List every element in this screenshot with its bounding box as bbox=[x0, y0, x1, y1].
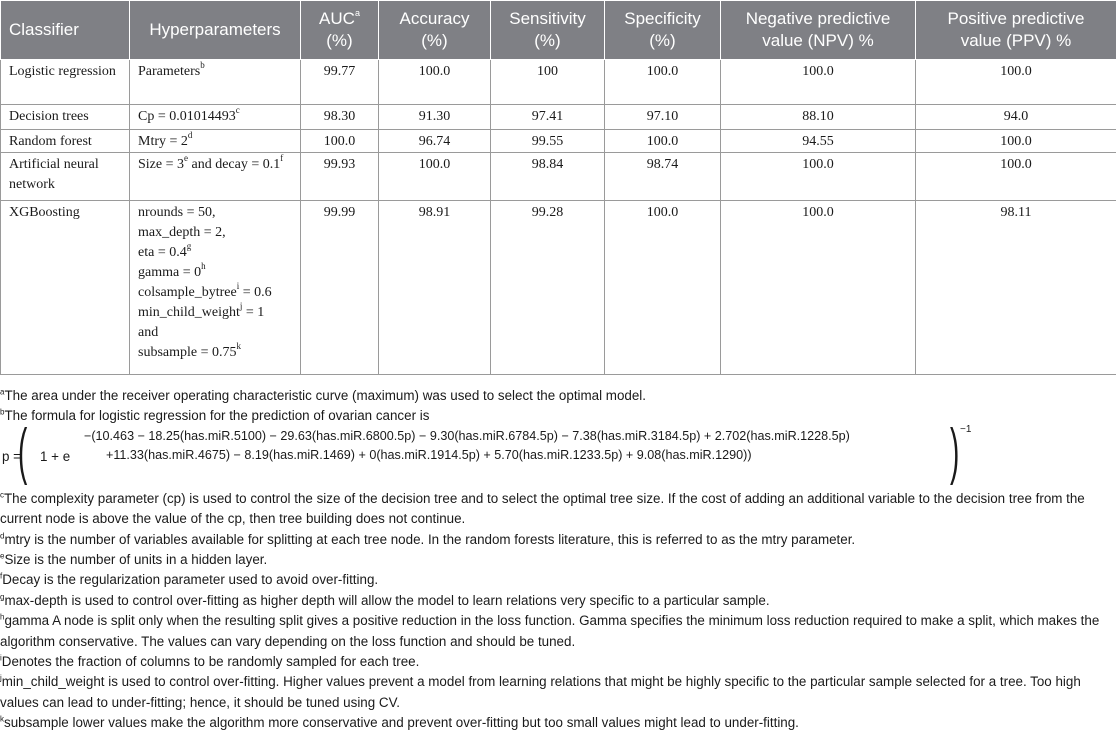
header-specificity-unit: (%) bbox=[649, 31, 676, 50]
footnote-mark: i bbox=[236, 281, 240, 292]
footnote-mark: d bbox=[187, 130, 193, 141]
hyper-text: max_depth = 2, bbox=[138, 225, 226, 240]
footnote-mark: b bbox=[200, 60, 205, 71]
formula-lhs: p = bbox=[2, 448, 21, 464]
header-classifier: Classifier bbox=[1, 1, 130, 60]
footnote-text: min_child_weight is used to control over-fitting. Higher values prevent a model from learning relations that might be highly specific to the particular sample selected for a tree. Too high values can lead to under-fitting; hence, it should be tuned using CV. bbox=[0, 674, 1081, 710]
cell-sensitivity: 99.28 bbox=[491, 201, 605, 375]
hyper-line bbox=[138, 343, 292, 363]
cell-classifier: Random forest bbox=[1, 130, 130, 153]
header-sensitivity-text: Sensitivity bbox=[509, 9, 586, 28]
cell-ppv: 100.0 bbox=[916, 130, 1116, 153]
cell-auc: 99.77 bbox=[301, 60, 379, 105]
footnote-text: max-depth is used to control over-fitting as higher depth will allow the model to learn relations very specific to a particular sample. bbox=[4, 592, 770, 608]
footnote-mark: a bbox=[0, 387, 5, 397]
formula-base: 1 + e bbox=[40, 448, 71, 464]
header-auc-unit: (%) bbox=[326, 31, 353, 50]
hyper-line bbox=[138, 223, 292, 243]
footnote-mark: h bbox=[201, 261, 206, 272]
table-row bbox=[1, 60, 1116, 105]
header-npv-text: Negative predictive bbox=[745, 9, 891, 28]
hyper-line bbox=[138, 263, 292, 283]
cell-accuracy: 100.0 bbox=[379, 153, 491, 201]
footnote-text: gamma A node is split only when the resulting split gives a positive reduction in the loss function. Gamma specifies the minimum loss reduction required to make a split, which makes the algorithm conservative. The values can vary depending on the loss function and should be tuned. bbox=[0, 613, 1100, 649]
hyper-text: Parameters bbox=[138, 64, 201, 79]
cell-sensitivity: 100 bbox=[491, 60, 605, 105]
header-ppv-unit: value (PPV) % bbox=[960, 31, 1072, 50]
cell-npv: 100.0 bbox=[721, 153, 916, 201]
footnote-text: The area under the receiver operating characteristic curve (maximum) was used to select the optimal model. bbox=[4, 388, 647, 403]
cell-hyperparameters bbox=[130, 130, 301, 153]
footnote-mark: e bbox=[184, 153, 188, 164]
hyper-text: gamma = 0 bbox=[138, 265, 202, 280]
footnote-h bbox=[0, 611, 1116, 652]
cell-ppv: 100.0 bbox=[916, 60, 1116, 105]
cell-sensitivity: 97.41 bbox=[491, 105, 605, 130]
footnote-mark: g bbox=[0, 592, 5, 602]
footnote-mark: j bbox=[0, 674, 2, 683]
right-paren: ) bbox=[950, 416, 960, 486]
header-row bbox=[1, 1, 1116, 60]
hyper-text-cont: = 1 bbox=[242, 305, 265, 320]
hyper-text-cont: and decay = 0.1 bbox=[188, 157, 281, 172]
footnote-j bbox=[0, 672, 1116, 713]
footnote-text: subsample lower values make the algorithm more conservative and prevent over-fitting but too small values might lead to under-fitting. bbox=[4, 715, 799, 731]
cell-hyperparameters bbox=[130, 60, 301, 105]
footnote-c bbox=[0, 489, 1116, 530]
footnote-k bbox=[0, 713, 1116, 733]
footnote-mark: c bbox=[0, 490, 4, 500]
header-specificity-text: Specificity bbox=[624, 9, 701, 28]
table-row bbox=[1, 153, 1116, 201]
footnote-text: Size is the number of units in a hidden layer. bbox=[4, 552, 268, 568]
cell-hyperparameters bbox=[130, 105, 301, 130]
cell-sensitivity: 99.55 bbox=[491, 130, 605, 153]
formula-exponent-line2: +11.33(has.miR.4675) − 8.19(has.miR.1469) + 0(has.miR.1914.5p) + 5.70(has.miR.1233.5p) + 9.08(has.miR.1290)) bbox=[106, 447, 752, 462]
cell-auc: 100.0 bbox=[301, 130, 379, 153]
hyper-text: subsample = 0.75 bbox=[138, 345, 237, 360]
footnote-mark: c bbox=[235, 105, 240, 116]
footnote-mark: d bbox=[0, 531, 5, 541]
hyper-line bbox=[138, 243, 292, 263]
header-specificity bbox=[605, 1, 721, 60]
cell-auc: 98.30 bbox=[301, 105, 379, 130]
cell-accuracy: 98.91 bbox=[379, 201, 491, 375]
header-accuracy bbox=[379, 1, 491, 60]
hyper-line bbox=[138, 303, 292, 323]
cell-npv: 100.0 bbox=[721, 201, 916, 375]
cell-accuracy: 91.30 bbox=[379, 105, 491, 130]
cell-classifier: Decision trees bbox=[1, 105, 130, 130]
hyper-text: Size = 3 bbox=[138, 157, 184, 172]
footnote-g bbox=[0, 591, 1116, 611]
hyper-text: min_child_weight bbox=[138, 305, 240, 320]
footnote-i bbox=[0, 652, 1116, 672]
footnote-mark: k bbox=[0, 714, 4, 724]
cell-npv: 100.0 bbox=[721, 60, 916, 105]
hyper-line bbox=[138, 323, 292, 343]
formula-power: −1 bbox=[960, 423, 972, 435]
cell-hyperparameters bbox=[130, 153, 301, 201]
footnote-mark: e bbox=[0, 551, 5, 561]
footnote-text: Denotes the fraction of columns to be randomly sampled for each tree. bbox=[1, 654, 420, 670]
footnotes bbox=[0, 386, 1116, 734]
formula-exponent-line1: −(10.463 − 18.25(has.miR.5100) − 29.63(has.miR.6800.5p) − 9.30(has.miR.6784.5p) − 7.38(has.miR.3184.5p) + 2.702(has.miR.1228.5p) bbox=[84, 428, 850, 443]
hyper-text: Mtry = 2 bbox=[138, 134, 188, 149]
footnote-b bbox=[0, 406, 1116, 426]
table-row bbox=[1, 130, 1116, 153]
cell-sensitivity: 98.84 bbox=[491, 153, 605, 201]
header-npv-unit: value (NPV) % bbox=[762, 31, 874, 50]
header-hyperparameters: Hyperparameters bbox=[130, 1, 301, 60]
header-ppv bbox=[916, 1, 1116, 60]
left-paren: ( bbox=[18, 416, 28, 486]
hyper-line bbox=[138, 203, 292, 223]
cell-specificity: 97.10 bbox=[605, 105, 721, 130]
footnote-mark: k bbox=[236, 341, 241, 352]
cell-classifier: Artificial neural network bbox=[1, 153, 130, 201]
hyper-text: colsample_bytree bbox=[138, 285, 237, 300]
header-accuracy-unit: (%) bbox=[421, 31, 448, 50]
footnote-e bbox=[0, 550, 1116, 570]
cell-auc: 99.93 bbox=[301, 153, 379, 201]
header-ppv-text: Positive predictive bbox=[947, 9, 1085, 28]
table-row bbox=[1, 201, 1116, 375]
cell-hyperparameters bbox=[130, 201, 301, 375]
cell-ppv: 100.0 bbox=[916, 153, 1116, 201]
header-auc-text: AUC bbox=[319, 9, 355, 28]
hyper-text-cont: = 0.6 bbox=[239, 285, 272, 300]
header-sensitivity bbox=[491, 1, 605, 60]
cell-accuracy: 96.74 bbox=[379, 130, 491, 153]
header-npv bbox=[721, 1, 916, 60]
footnote-mark: b bbox=[0, 407, 5, 417]
cell-classifier: Logistic regression bbox=[1, 60, 130, 105]
footnote-mark: f bbox=[280, 153, 284, 164]
footnote-mark: a bbox=[354, 8, 360, 19]
cell-npv: 94.55 bbox=[721, 130, 916, 153]
footnote-mark: h bbox=[0, 612, 5, 622]
cell-specificity: 100.0 bbox=[605, 201, 721, 375]
footnote-text: Decay is the regularization parameter used to avoid over-fitting. bbox=[2, 572, 379, 588]
footnote-text: The formula for logistic regression for the prediction of ovarian cancer is bbox=[4, 408, 430, 424]
cell-ppv: 98.11 bbox=[916, 201, 1116, 375]
footnote-f bbox=[0, 570, 1116, 590]
footnote-d bbox=[0, 530, 1116, 550]
cell-classifier: XGBoosting bbox=[1, 201, 130, 375]
cell-specificity: 100.0 bbox=[605, 130, 721, 153]
footnote-mark: j bbox=[239, 301, 243, 312]
footnote-mark: g bbox=[186, 241, 192, 252]
cell-auc: 99.99 bbox=[301, 201, 379, 375]
header-auc bbox=[301, 1, 379, 60]
cell-accuracy: 100.0 bbox=[379, 60, 491, 105]
header-sensitivity-unit: (%) bbox=[534, 31, 561, 50]
cell-specificity: 100.0 bbox=[605, 60, 721, 105]
cell-npv: 88.10 bbox=[721, 105, 916, 130]
hyper-text: eta = 0.4 bbox=[138, 245, 187, 260]
cell-specificity: 98.74 bbox=[605, 153, 721, 201]
footnote-mark: f bbox=[0, 571, 3, 581]
table-row bbox=[1, 105, 1116, 130]
footnote-text: mtry is the number of variables available for splitting at each tree node. In the random forests literature, this is referred to as the mtry parameter. bbox=[4, 531, 856, 547]
header-accuracy-text: Accuracy bbox=[399, 9, 470, 28]
hyper-text: Cp = 0.01014493 bbox=[138, 109, 236, 124]
footnote-mark: i bbox=[0, 653, 2, 663]
hyper-text: and bbox=[138, 325, 159, 340]
footnote-text: The complexity parameter (cp) is used to control the size of the decision tree and to select the optimal tree size. If the cost of adding an additional variable to the decision tree from the current node is above the value of the cp, then tree building does not continue. bbox=[0, 490, 1085, 527]
footnote-a bbox=[0, 386, 1116, 406]
hyper-line bbox=[138, 283, 292, 303]
cell-ppv: 94.0 bbox=[916, 105, 1116, 130]
hyper-text: nrounds = 50, bbox=[138, 205, 216, 220]
